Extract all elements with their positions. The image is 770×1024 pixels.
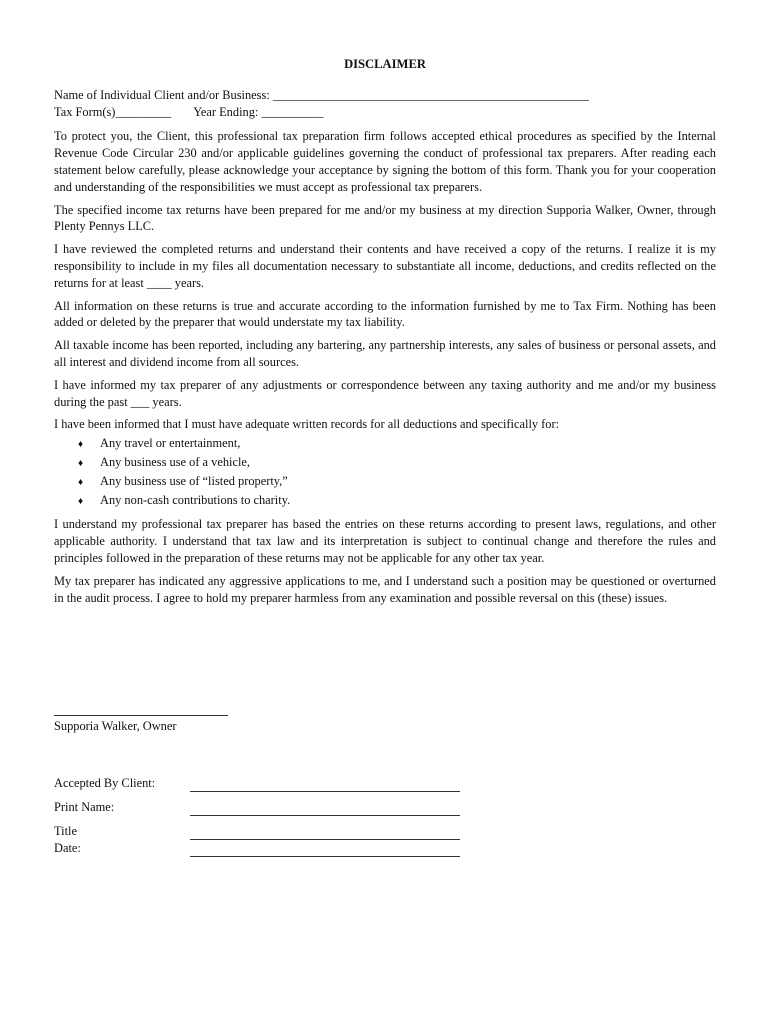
date-field[interactable] [190,844,460,857]
paragraph-reviewed: I have reviewed the completed returns and understand their contents and have received a copy of the returns. I realize it is my responsibility to include in my files all documentation necessary to substantiate all income, deductions, and credits reflected on the returns for at least ____ years. [54,242,716,290]
year-ending-blank: __________ [261,104,324,119]
title-label: Title [54,824,77,839]
records-list [54,435,716,510]
preparer-signature-line[interactable] [54,701,228,716]
tax-form-label: Tax Form(s) [54,104,116,119]
paragraph-prepared: The specified income tax returns have been prepared for me and/or my business at my direction Supporia Walker, Owner, through Plenty Pennys LLC. [54,202,716,234]
list-item [78,473,716,492]
print-name-label: Print Name: [54,800,115,815]
list-item [78,435,716,454]
list-item [78,454,716,473]
document-title: DISCLAIMER [344,57,426,71]
print-name-field[interactable] [190,803,460,816]
paragraph-income-reported: All taxable income has been reported, including any bartering, any partnership interests, any sales of business or personal assets, and all interest and dividend income from all sources. [54,338,716,369]
diamond-bullet-icon: ♦ [78,439,84,451]
list-item-text: Any business use of a vehicle, [100,454,251,469]
title-row [54,823,716,840]
paragraph-protection: To protect you, the Client, this professional tax preparation firm follows accepted ethical procedures as specified by the Internal Revenue Code Circular 230 and/or applicable guidelines governing the conduct of professional tax preparers. After reading each statement below carefully, please acknowledge your acceptance by signing the bottom of this form. Thank you for your cooperation and understanding of the responsibilities we must accept as professional tax preparers. [54,129,716,194]
list-item-text: Any travel or entertainment, [100,436,241,451]
list-item-text: Any business use of “listed property,” [100,473,288,488]
tax-form-blank: _________ [115,104,172,119]
diamond-bullet-icon: ♦ [78,476,84,488]
paragraph-records: I have been informed that I must have adequate written records for all deductions and specifically for: [54,417,560,432]
date-label: Date: [54,841,81,856]
print-name-row [54,799,716,816]
preparer-signature-name: Supporia Walker, Owner [54,719,177,733]
title-field[interactable] [190,827,460,840]
document-body [54,56,716,606]
client-name-blank: ___________________________________________________ [272,87,589,102]
accepted-by-label: Accepted By Client: [54,776,156,791]
diamond-bullet-icon: ♦ [78,495,84,507]
preparer-signature-block [54,701,716,735]
paragraph-accurate: All information on these returns is true and accurate according to the information furnished by me to Tax Firm. Nothing has been added or deleted by the preparer that would understate my tax liability. [54,298,716,330]
diamond-bullet-icon: ♦ [78,457,84,469]
accepted-by-field[interactable] [190,779,460,792]
client-acceptance-block [54,775,716,857]
client-name-label: Name of Individual Client and/or Business: [54,87,270,102]
paragraph-laws: I understand my professional tax preparer has based the entries on these returns according to present laws, regulations, and other applicable authority. I understand that tax law and its interpretation is subject to continual change and therefore the rules and principles followed in the preparation of these returns may not be applicable for any other tax year. [54,517,716,565]
list-item [78,492,716,511]
paragraph-aggressive: My tax preparer has indicated any aggressive applications to me, and I understand such a position may be questioned or overturned in the audit process. I agree to hold my preparer harmless from any examination and possible reversal on this (these) issues. [54,573,716,605]
year-ending-label: Year Ending: [193,104,259,119]
accepted-by-row [54,775,716,792]
paragraph-adjustments: I have informed my tax preparer of any adjustments or correspondence between any taxing authority and me and/or my business during the past ___ years. [54,377,716,409]
tax-form-line [54,104,716,121]
date-row [54,840,716,857]
client-name-line [54,87,716,104]
list-item-text: Any non-cash contributions to charity. [100,492,291,507]
